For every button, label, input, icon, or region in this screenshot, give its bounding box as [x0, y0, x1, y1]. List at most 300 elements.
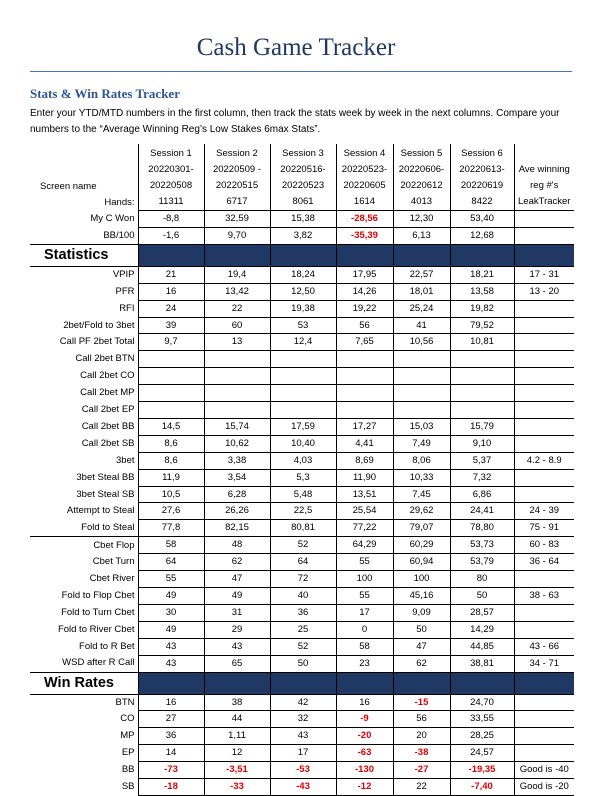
stat-value: 16	[336, 694, 393, 711]
stat-value: 60	[204, 317, 270, 334]
stat-row	[30, 486, 574, 503]
stat-value: 36	[270, 604, 336, 621]
stat-value: 24	[138, 300, 204, 317]
stat-label: Attempt to Steal	[66, 505, 135, 517]
stat-value: 3,82	[270, 227, 336, 244]
stat-value: 38,81	[450, 655, 514, 672]
stat-value: 53	[270, 317, 336, 334]
stat-value: 19,22	[336, 300, 393, 317]
section-subtitle: Stats & Win Rates Tracker	[30, 86, 180, 101]
stat-value: -18	[138, 779, 204, 796]
stat-value: 33,55	[450, 711, 514, 728]
section-band	[270, 672, 336, 694]
stat-row	[30, 368, 574, 385]
reference-value	[514, 211, 574, 228]
reference-value: Good is -40	[514, 762, 574, 779]
stat-value: 7,65	[336, 334, 393, 351]
session-hands: 4013	[410, 196, 433, 207]
stat-value	[204, 385, 270, 402]
stat-value: 49	[204, 587, 270, 604]
stat-value: 64	[138, 554, 204, 571]
reference-value	[514, 435, 574, 452]
stat-value: 9,70	[204, 227, 270, 244]
stat-value: 64,29	[336, 537, 393, 554]
stat-value	[204, 368, 270, 385]
stat-value: 22,57	[393, 266, 450, 283]
stat-value: 43	[204, 638, 270, 655]
stat-value: 17	[336, 604, 393, 621]
stat-value	[270, 402, 336, 419]
hands-label: Hands:	[104, 196, 135, 208]
stat-value	[450, 402, 514, 419]
stat-value: -9	[336, 711, 393, 728]
stat-value: 12,30	[393, 211, 450, 228]
stat-value	[393, 368, 450, 385]
stat-value: 8,69	[336, 452, 393, 469]
stat-value: -8,8	[138, 211, 204, 228]
stat-value	[393, 402, 450, 419]
stat-value: 14,5	[138, 418, 204, 435]
stat-value: 7,32	[450, 469, 514, 486]
stat-value: 53,40	[450, 211, 514, 228]
stat-value: 72	[270, 571, 336, 588]
stat-value: 11,90	[336, 469, 393, 486]
session-hands: 11311	[158, 196, 184, 207]
session-name: Session 1	[150, 148, 192, 159]
reference-header	[514, 144, 574, 211]
session-date: 20220515	[215, 180, 259, 191]
stat-label: 3bet	[116, 454, 135, 466]
stat-value: 7,49	[393, 435, 450, 452]
stat-value: 58	[336, 638, 393, 655]
stat-value: -35,39	[336, 227, 393, 244]
section-band	[450, 672, 514, 694]
stat-value: -12	[336, 779, 393, 796]
stat-value: 18,24	[270, 266, 336, 283]
stat-value: 13,51	[336, 486, 393, 503]
stat-value: 4,03	[270, 452, 336, 469]
stat-value: 9,7	[138, 334, 204, 351]
stat-value: -63	[336, 745, 393, 762]
reference-value: 24 - 39	[514, 503, 574, 520]
stat-value	[270, 351, 336, 368]
stat-value: 16	[138, 694, 204, 711]
title-divider	[30, 71, 572, 72]
stat-row	[30, 638, 574, 655]
stat-value: -53	[270, 762, 336, 779]
stat-label: Fold to Turn Cbet	[61, 606, 135, 618]
stat-value: -1,6	[138, 227, 204, 244]
reference-value	[514, 334, 574, 351]
stat-value: 24,57	[450, 745, 514, 762]
stat-value: 58	[138, 537, 204, 554]
session-date: 20220516-	[280, 164, 326, 175]
stat-value: -3,51	[204, 762, 270, 779]
stat-value: 47	[204, 571, 270, 588]
stat-value: 22,5	[270, 503, 336, 520]
stat-value: 14,29	[450, 621, 514, 638]
stat-row	[30, 571, 574, 588]
stat-label: 3bet Steal BB	[76, 471, 135, 483]
stat-value: -28,56	[336, 211, 393, 228]
stat-value: 17	[270, 745, 336, 762]
stat-value: 78,80	[450, 520, 514, 537]
stat-value: 19,4	[204, 266, 270, 283]
stat-value: 65	[204, 655, 270, 672]
reference-value	[514, 300, 574, 317]
stat-value: 80,81	[270, 520, 336, 537]
section-band	[138, 672, 204, 694]
stat-value: 41	[393, 317, 450, 334]
reference-value: 17 - 31	[514, 266, 574, 283]
screen-name-label: Screen name	[40, 180, 97, 192]
stat-value: 5,3	[270, 469, 336, 486]
stat-value: 43	[138, 638, 204, 655]
stat-value	[450, 368, 514, 385]
stat-value: 13	[204, 334, 270, 351]
stat-value: -43	[270, 779, 336, 796]
session-date: 20220606-	[398, 164, 445, 175]
stat-value: 25,54	[336, 503, 393, 520]
section-band	[336, 244, 393, 266]
stat-value: 8,6	[138, 452, 204, 469]
stat-value: 10,40	[270, 435, 336, 452]
stat-value: 50	[270, 655, 336, 672]
reference-value	[514, 469, 574, 486]
stat-row	[30, 728, 574, 745]
section-band	[393, 244, 450, 266]
reference-label: Ave winning	[518, 164, 570, 175]
stat-value: 3,38	[204, 452, 270, 469]
stat-label: BTN	[115, 696, 135, 708]
session-header	[270, 144, 336, 211]
stat-value: 77,22	[336, 520, 393, 537]
session-name: Session 6	[461, 148, 503, 159]
stat-label: 3bet Steal SB	[76, 488, 135, 500]
stat-value: 30	[138, 604, 204, 621]
stat-value: 48	[204, 537, 270, 554]
stat-value: 52	[270, 638, 336, 655]
stat-value: 32,59	[204, 211, 270, 228]
stat-value: 10,56	[393, 334, 450, 351]
stat-value	[270, 385, 336, 402]
stat-row	[30, 469, 574, 486]
stat-value: -15	[393, 694, 450, 711]
stat-value: 12	[204, 745, 270, 762]
stat-value: 32	[270, 711, 336, 728]
reference-value: 38 - 63	[514, 587, 574, 604]
stat-row	[30, 300, 574, 317]
stat-value: 40	[270, 587, 336, 604]
stat-value: 25,24	[393, 300, 450, 317]
stat-value: -130	[336, 762, 393, 779]
stat-value: -7,40	[450, 779, 514, 796]
stat-row	[30, 621, 574, 638]
stat-value: 20	[393, 728, 450, 745]
stat-label: RFI	[119, 302, 135, 314]
stat-value: 44,85	[450, 638, 514, 655]
stat-value: 5,37	[450, 452, 514, 469]
stat-value: 13,58	[450, 283, 514, 300]
stat-value: 8,06	[393, 452, 450, 469]
stat-value: 60,29	[393, 537, 450, 554]
stat-value: 77,8	[138, 520, 204, 537]
reference-value	[514, 694, 574, 711]
session-date: 20220613-	[459, 164, 505, 175]
stat-label: Cbet Turn	[92, 556, 135, 568]
stat-row	[30, 227, 574, 244]
stat-value: 23	[336, 655, 393, 672]
intro-text: Enter your YTD/MTD numbers in the first column, then track the stats week by week in the next columns. Compare your numbers to the “Average Winning Reg’s Low Stakes 6max Stats”.	[30, 108, 560, 135]
session-name: Session 2	[216, 148, 258, 159]
stat-label: Call 2bet CO	[80, 370, 135, 382]
session-hands: 1614	[353, 196, 376, 207]
stat-value: 50	[450, 587, 514, 604]
reference-value	[514, 317, 574, 334]
stat-label: CO	[120, 713, 135, 725]
session-date: 20220523-	[341, 164, 388, 175]
stat-value: 60,94	[393, 554, 450, 571]
session-header	[204, 144, 270, 211]
stat-value: 12,68	[450, 227, 514, 244]
session-hands: 6717	[226, 196, 248, 207]
stat-row	[30, 711, 574, 728]
reference-value: 36 - 64	[514, 554, 574, 571]
stat-value: -20	[336, 728, 393, 745]
stat-label: Call 2bet BB	[81, 420, 135, 432]
session-date: 20220612	[400, 180, 443, 191]
stat-label: VPIP	[112, 269, 135, 281]
stat-value: 24,70	[450, 694, 514, 711]
stat-label: Fold to Flop Cbet	[61, 589, 135, 601]
section-band	[270, 244, 336, 266]
stat-value: 82,15	[204, 520, 270, 537]
stat-value	[138, 385, 204, 402]
stat-value: 55	[138, 571, 204, 588]
section-band	[204, 672, 270, 694]
stat-value: 5,48	[270, 486, 336, 503]
session-date: 20220508	[149, 180, 193, 191]
reference-label: reg #'s	[530, 180, 559, 191]
stat-label: PFR	[115, 285, 135, 297]
stat-value: 29	[204, 621, 270, 638]
stat-value: 50	[393, 621, 450, 638]
header-row	[30, 144, 574, 211]
stat-value: -19,35	[450, 762, 514, 779]
reference-value: 60 - 83	[514, 537, 574, 554]
stat-row	[30, 604, 574, 621]
stat-value: 55	[336, 554, 393, 571]
stat-value: 14	[138, 745, 204, 762]
reference-value	[514, 604, 574, 621]
stat-value: 10,81	[450, 334, 514, 351]
stat-label: BB	[121, 764, 135, 776]
reference-value	[514, 728, 574, 745]
stat-label: Cbet Flop	[30, 537, 138, 554]
stat-value	[336, 402, 393, 419]
stat-label: 2bet/Fold to 3bet	[63, 319, 135, 331]
reference-value	[514, 402, 574, 419]
tracker-table-body	[30, 144, 574, 795]
stat-value: -38	[393, 745, 450, 762]
stat-value: -33	[204, 779, 270, 796]
stat-value: 42	[270, 694, 336, 711]
stat-value	[204, 402, 270, 419]
reference-value	[514, 227, 574, 244]
reference-value	[514, 418, 574, 435]
tracker-table	[30, 144, 574, 796]
stat-row	[30, 334, 574, 351]
stat-value	[393, 385, 450, 402]
stat-label: Call 2bet SB	[81, 437, 135, 449]
stat-row	[30, 385, 574, 402]
stat-value: 21	[138, 266, 204, 283]
session-date: 20220619	[460, 180, 504, 191]
reference-label: LeakTracker	[518, 196, 571, 207]
stat-value: 49	[138, 621, 204, 638]
stat-value: 24,41	[450, 503, 514, 520]
reference-value: Good is -20	[514, 779, 574, 796]
session-name: Session 3	[282, 148, 324, 159]
session-name: Session 5	[400, 148, 443, 159]
stat-value: 100	[336, 571, 393, 588]
stat-row	[30, 402, 574, 419]
stat-value: 79,07	[393, 520, 450, 537]
stat-value	[450, 385, 514, 402]
stat-value: 7,45	[393, 486, 450, 503]
stat-value: 10,62	[204, 435, 270, 452]
reference-value	[514, 368, 574, 385]
stat-label: BB/100	[103, 229, 135, 241]
section-band	[450, 244, 514, 266]
stat-row	[30, 655, 574, 672]
stat-label: Call 2bet BTN	[75, 353, 135, 365]
stat-value: 11,9	[138, 469, 204, 486]
stat-value: 19,38	[270, 300, 336, 317]
stat-row	[30, 587, 574, 604]
stat-value	[336, 385, 393, 402]
stat-value: 3,54	[204, 469, 270, 486]
stat-value: 79,52	[450, 317, 514, 334]
session-header	[393, 144, 450, 211]
stat-row	[30, 694, 574, 711]
stat-row	[30, 452, 574, 469]
reference-value	[514, 621, 574, 638]
stat-value: 43	[270, 728, 336, 745]
stat-value: 6,86	[450, 486, 514, 503]
stat-value: 47	[393, 638, 450, 655]
session-date: 20220523	[281, 180, 325, 191]
stat-value: 10,33	[393, 469, 450, 486]
stat-label: WSD after R Call	[62, 657, 135, 669]
stat-value: 17,95	[336, 266, 393, 283]
stat-value: 12,4	[270, 334, 336, 351]
stat-value: 15,74	[204, 418, 270, 435]
stat-label: Fold to R Bet	[79, 640, 135, 652]
stat-value: 56	[336, 317, 393, 334]
stat-value: 13,42	[204, 283, 270, 300]
stat-label: Fold to River Cbet	[57, 623, 135, 635]
reference-value: 34 - 71	[514, 655, 574, 672]
stat-value: 28,25	[450, 728, 514, 745]
stat-row	[30, 554, 574, 571]
stat-value: -27	[393, 762, 450, 779]
reference-value	[514, 571, 574, 588]
stat-value: 16	[138, 283, 204, 300]
stat-row	[30, 418, 574, 435]
stat-value: 8,6	[138, 435, 204, 452]
stat-value: 9,10	[450, 435, 514, 452]
stat-value: -73	[138, 762, 204, 779]
stat-value: 0	[336, 621, 393, 638]
stat-value: 36	[138, 728, 204, 745]
stat-value: 27,6	[138, 503, 204, 520]
stat-row	[30, 520, 574, 537]
stat-value: 15,03	[393, 418, 450, 435]
stat-value: 64	[270, 554, 336, 571]
stat-value: 14,26	[336, 283, 393, 300]
stat-value: 25	[270, 621, 336, 638]
win-rates-title: Win Rates	[30, 672, 138, 694]
session-hands: 8422	[471, 196, 493, 207]
stat-label: Call 2bet EP	[81, 404, 135, 415]
section-band	[393, 672, 450, 694]
session-header	[138, 144, 204, 211]
stat-value: 6,13	[393, 227, 450, 244]
stat-value	[393, 351, 450, 368]
stat-value: 49	[138, 587, 204, 604]
section-band	[204, 244, 270, 266]
session-date: 20220301-	[148, 164, 194, 175]
stat-label: Cbet River	[89, 573, 135, 585]
stat-value	[450, 351, 514, 368]
stat-value	[204, 351, 270, 368]
reference-value	[514, 486, 574, 503]
stat-value: 19,82	[450, 300, 514, 317]
stat-value: 31	[204, 604, 270, 621]
header-labels	[30, 144, 138, 211]
stat-value: 39	[138, 317, 204, 334]
stat-row	[30, 283, 574, 300]
page-title: Cash Game Tracker	[196, 34, 396, 61]
session-header	[450, 144, 514, 211]
reference-value: 43 - 66	[514, 638, 574, 655]
session-header	[336, 144, 393, 211]
stat-row	[30, 762, 574, 779]
stat-value: 18,21	[450, 266, 514, 283]
stat-label: SB	[121, 781, 135, 793]
stat-value: 22	[393, 779, 450, 796]
stat-value: 15,79	[450, 418, 514, 435]
section-band	[138, 244, 204, 266]
reference-value: 13 - 20	[514, 283, 574, 300]
section-band	[514, 244, 574, 266]
session-hands: 8061	[292, 196, 314, 207]
stat-label: EP	[121, 747, 135, 759]
stat-value: 38	[204, 694, 270, 711]
stat-row	[30, 435, 574, 452]
stat-row	[30, 266, 574, 283]
stat-value: 53,79	[450, 554, 514, 571]
stat-row	[30, 745, 574, 762]
stat-value: 80	[450, 571, 514, 588]
stat-value: 1,11	[204, 728, 270, 745]
stat-value: 53,73	[450, 537, 514, 554]
stat-label: Call 2bet MP	[80, 387, 135, 399]
reference-value: 4.2 - 8.9	[514, 452, 574, 469]
stat-value	[336, 368, 393, 385]
stat-value: 10,5	[138, 486, 204, 503]
